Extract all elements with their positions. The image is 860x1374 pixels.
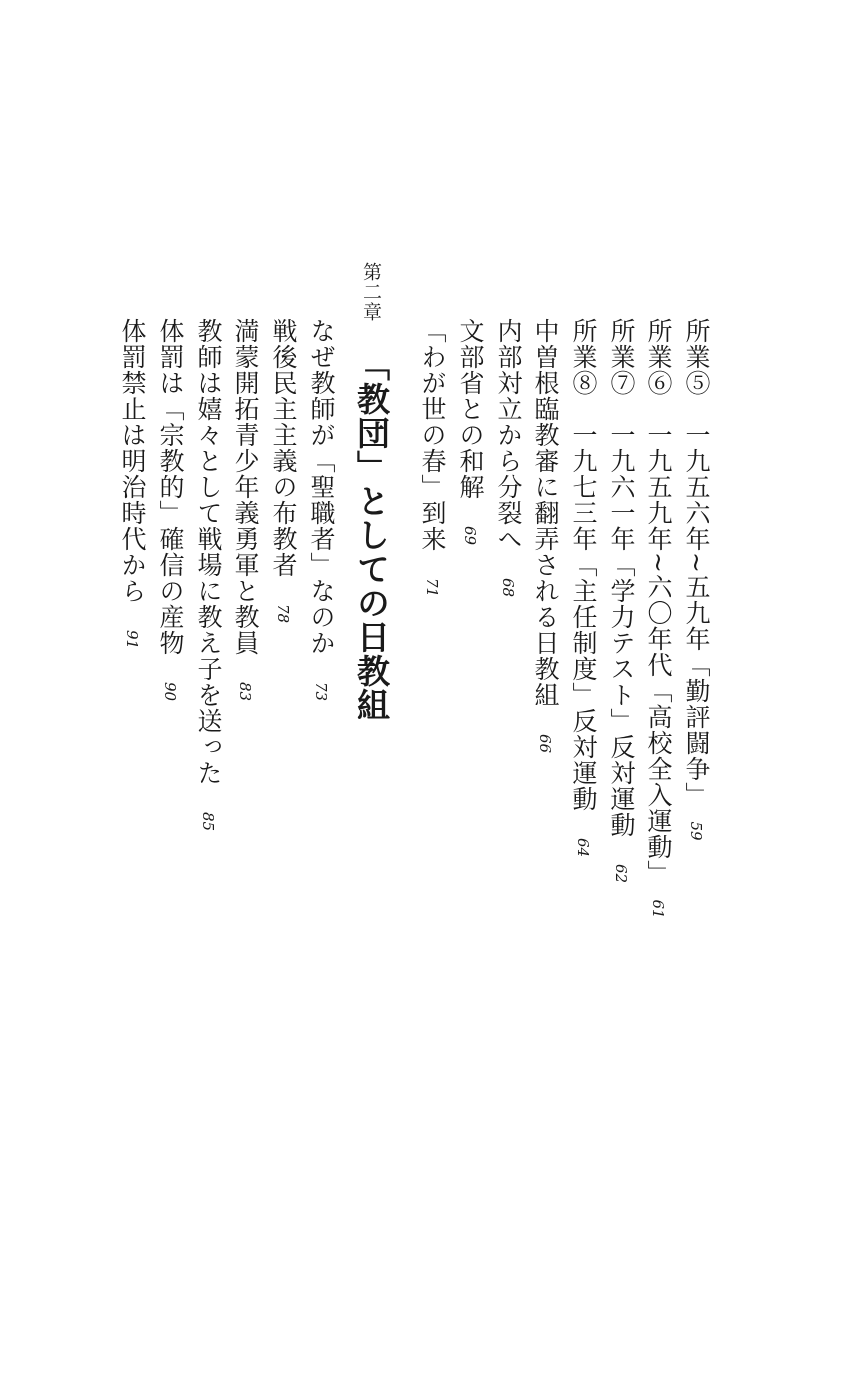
page-number: 59 <box>687 821 705 841</box>
toc-entry[interactable] <box>646 318 671 919</box>
toc-entry[interactable] <box>271 318 296 623</box>
page-number: 71 <box>423 578 441 598</box>
page-number: 91 <box>123 630 141 650</box>
toc-entry[interactable] <box>496 318 521 597</box>
entry-gap <box>682 795 711 821</box>
toc-entry[interactable] <box>158 318 183 701</box>
entry-gap <box>569 812 598 838</box>
entry-title: 文部省との和解 <box>456 318 485 500</box>
entry-gap <box>231 656 260 682</box>
toc-entry[interactable] <box>196 318 221 831</box>
entry-title: 体罰は「宗教的」確信の産物 <box>156 318 185 656</box>
entry-title: 所業⑤ 一九五六年~五九年「勤評闘争」 <box>682 318 711 796</box>
toc-entry[interactable] <box>309 318 334 701</box>
entry-gap <box>418 552 447 578</box>
entry-title: 所業⑧ 一九七三年「主任制度」反対運動 <box>569 318 598 812</box>
entry-gap <box>194 786 223 812</box>
entry-title: 体罰禁止は明治時代から <box>118 318 147 604</box>
entry-title: 所業⑦ 一九六一年「学力テスト」反対運動 <box>607 318 636 838</box>
entry-gap <box>156 656 185 682</box>
entry-title: 戦後民主主義の布教者 <box>269 318 298 578</box>
entry-title: 中曽根臨教審に翻弄される日教組 <box>531 318 560 708</box>
toc-entry[interactable] <box>120 318 145 649</box>
page-number: 83 <box>236 682 254 702</box>
page-number: 64 <box>574 838 592 858</box>
page-number: 78 <box>274 604 292 624</box>
entry-gap <box>456 500 485 526</box>
entry-title: 教師は嬉々として戦場に教え子を送った <box>194 318 223 786</box>
page-number: 62 <box>612 864 630 884</box>
page-number: 90 <box>161 682 179 702</box>
toc-entry[interactable] <box>684 318 709 841</box>
entry-title: 満蒙開拓青少年義勇軍と教員 <box>231 318 260 656</box>
page-number: 68 <box>499 578 517 598</box>
entry-gap <box>118 604 147 630</box>
entry-title: なぜ教師が「聖職者」なのか <box>307 318 336 656</box>
entry-gap <box>531 708 560 734</box>
entry-title: 内部対立から分裂へ <box>494 318 523 552</box>
page-number: 73 <box>312 682 330 702</box>
toc-entry[interactable] <box>233 318 258 701</box>
entry-gap <box>644 873 673 899</box>
toc-entry[interactable] <box>458 318 483 545</box>
entry-gap <box>269 578 298 604</box>
chapter-title[interactable]: 「教団」としての日教組 <box>352 348 391 722</box>
entry-gap <box>494 552 523 578</box>
entry-title: 「わが世の春」到来 <box>418 318 447 552</box>
entry-gap <box>307 656 336 682</box>
entry-title: 所業⑥ 一九五九年~六〇年代「高校全入運動」 <box>644 318 673 874</box>
page-number: 66 <box>536 734 554 754</box>
toc-entry[interactable] <box>533 318 558 753</box>
toc-entry[interactable] <box>571 318 596 857</box>
page-number: 61 <box>649 899 667 919</box>
page-number: 69 <box>461 526 479 546</box>
toc-entry[interactable] <box>609 318 634 883</box>
toc-entry[interactable] <box>420 318 445 597</box>
page-number: 85 <box>199 812 217 832</box>
chapter-label: 第二章 <box>360 262 382 322</box>
entry-gap <box>607 838 636 864</box>
